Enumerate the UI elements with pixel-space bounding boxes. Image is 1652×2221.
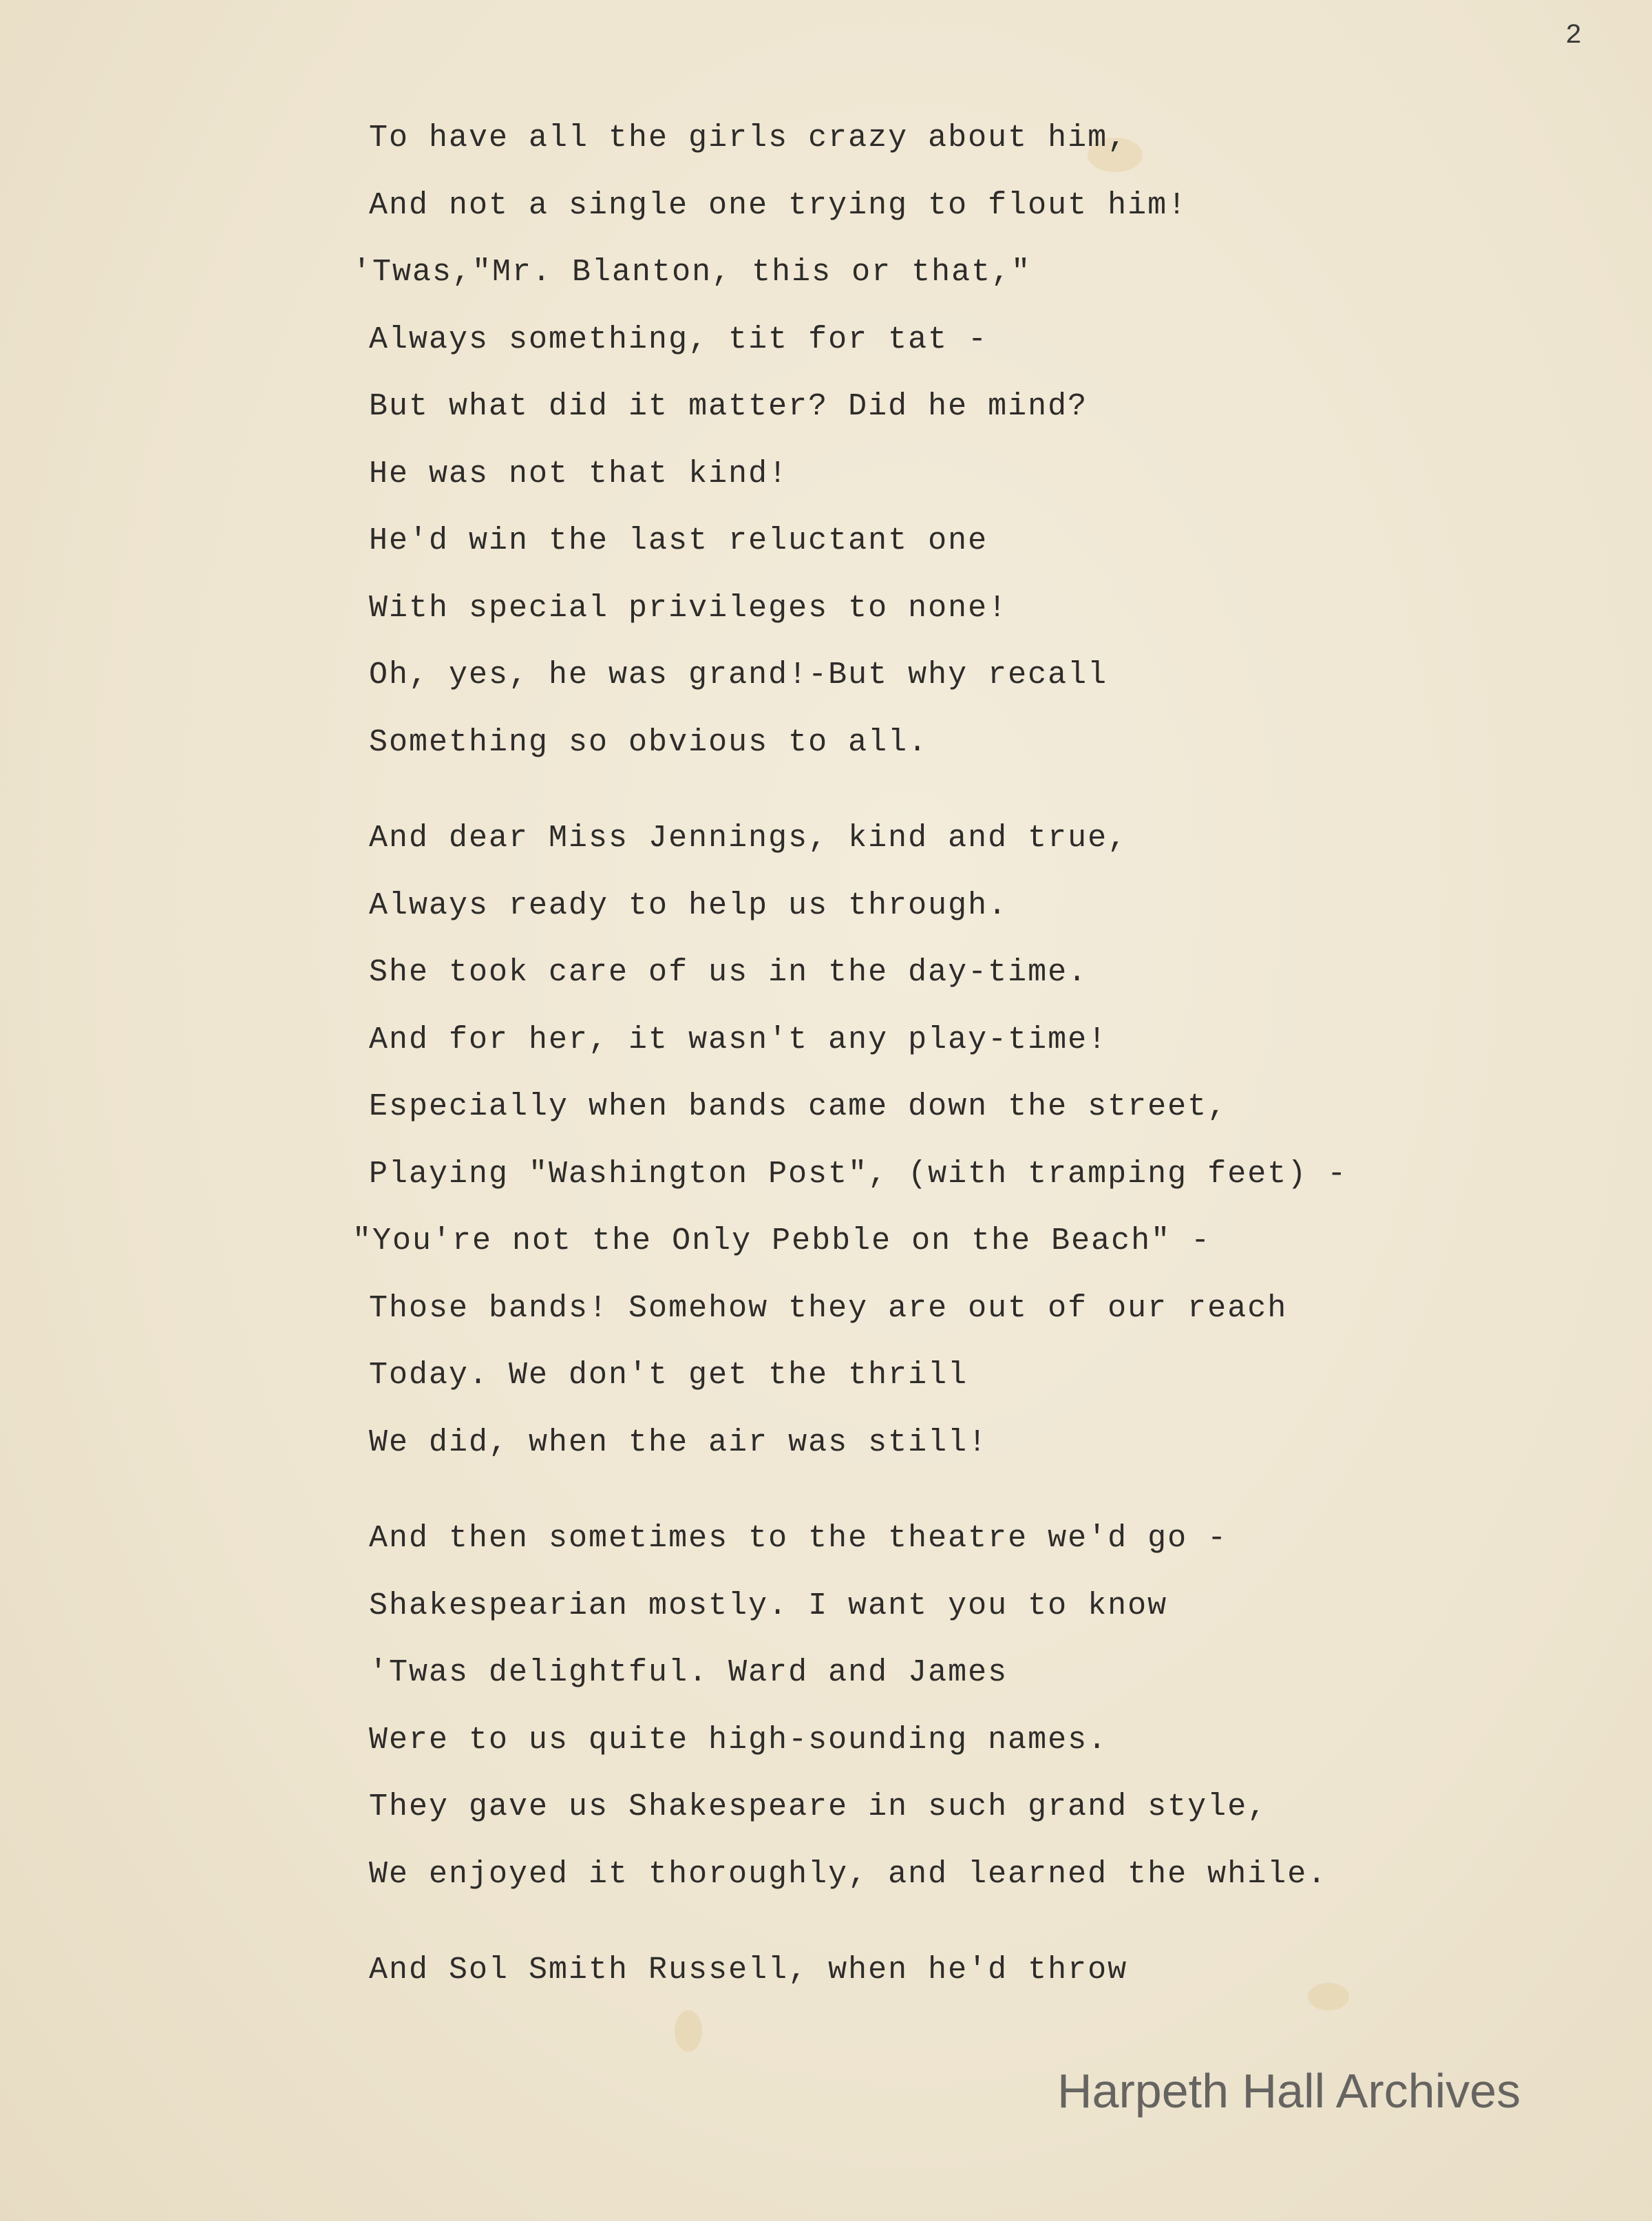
poem-line: 'Twas,"Mr. Blanton, this or that,": [352, 255, 1032, 290]
poem-line: And for her, it wasn't any play-time!: [369, 1022, 1108, 1057]
poem-line: He'd win the last reluctant one: [369, 523, 988, 558]
page-number: 2: [1565, 21, 1582, 52]
poem-line: And dear Miss Jennings, kind and true,: [369, 821, 1128, 856]
poem-line: Playing "Washington Post", (with tramping feet) -: [369, 1156, 1348, 1192]
poem-line: Especially when bands came down the street,: [369, 1089, 1228, 1124]
poem-line: With special privileges to none!: [369, 590, 1008, 626]
poem-line: Always something, tit for tat -: [369, 322, 988, 357]
poem-line: And then sometimes to the theatre we'd go -: [369, 1521, 1228, 1556]
poem-line: 'Twas delightful. Ward and James: [369, 1655, 1008, 1690]
poem-line: But what did it matter? Did he mind?: [369, 389, 1088, 424]
poem-line: Always ready to help us through.: [369, 887, 1008, 923]
poem-line: Shakespearian mostly. I want you to know: [369, 1588, 1168, 1623]
poem-line: Those bands! Somehow they are out of our reach: [369, 1290, 1288, 1326]
poem-line: And Sol Smith Russell, when he'd throw: [369, 1952, 1128, 1988]
poem-line: And not a single one trying to flout him!: [369, 187, 1188, 223]
poem-line: Oh, yes, he was grand!-But why recall: [369, 657, 1108, 693]
poem-line: They gave us Shakespeare in such grand style,: [369, 1789, 1268, 1824]
stanza: [352, 817, 1401, 1488]
bleed-through-handwriting: [193, 1170, 242, 1185]
poem-line: We did, when the air was still!: [369, 1424, 988, 1460]
poem-line: Something so obvious to all.: [369, 724, 929, 760]
poem-line: "You're not the Only Pebble on the Beach" -: [352, 1223, 1211, 1259]
poem-line: Were to us quite high-sounding names.: [369, 1722, 1108, 1758]
stanza: [352, 117, 1401, 788]
poem-line: He was not that kind!: [369, 456, 789, 492]
archive-watermark: Harpeth Hall Archives: [1057, 2064, 1521, 2118]
poem-text: [352, 117, 1401, 2045]
poem-line: To have all the girls crazy about him,: [369, 120, 1128, 156]
poem-line: She took care of us in the day-time.: [369, 955, 1088, 990]
poem-line: We enjoyed it thoroughly, and learned the while.: [369, 1856, 1328, 1892]
stanza: [369, 1949, 1401, 2017]
poem-line: Today. We don't get the thrill: [369, 1358, 968, 1393]
stanza: [369, 1517, 1401, 1920]
